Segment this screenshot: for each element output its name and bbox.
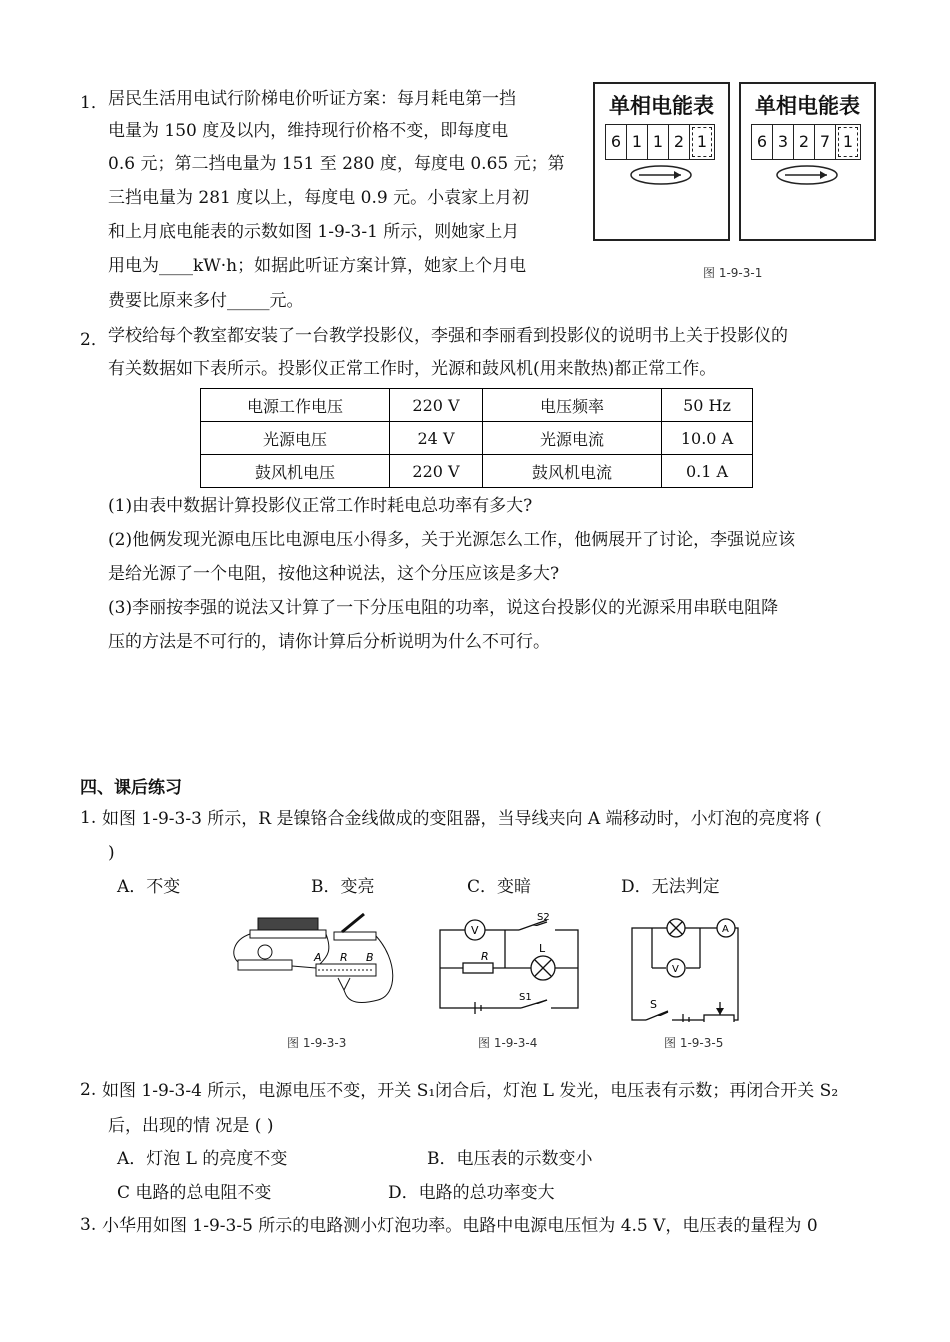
p2-line: 如图 1-9-3-4 所示，电源电压不变，开关 S₁闭合后，灯泡 L 发光，电压表有示数；再闭合开关 S₂ (102, 1081, 839, 1101)
table-row (201, 389, 753, 422)
q1-line: 居民生活用电试行阶梯电价听证方案：每月耗电第一挡 (108, 89, 516, 109)
meter-title: 单相电能表 (755, 94, 860, 118)
figure-rheostat-apparatus (228, 900, 408, 1025)
meter-title: 单相电能表 (609, 94, 714, 118)
q2-sub-question: (1)由表中数据计算投影仪正常工作时耗电总功率有多大? (108, 496, 533, 516)
p1-number: 1. (80, 808, 97, 828)
figure-caption: 图 1-9-3-1 (703, 266, 763, 280)
table-cell: 鼓风机电压 (201, 455, 390, 488)
q2-sub-question: 压的方法是不可行的，请你计算后分析说明为什么不可行。 (108, 632, 550, 652)
meter-digit: 6 (752, 125, 773, 159)
q1-line: 用电为____kW·h；如据此听证方案计算，她家上个月电 (108, 256, 527, 276)
q2-number: 2． (80, 330, 108, 350)
figure-caption: 图 1-9-3-5 (664, 1036, 724, 1050)
q1-line: 电量为 150 度及以内，维持现行价格不变，即每度电 (108, 121, 509, 141)
label-s1: S1 (519, 992, 532, 1003)
q2-sub-question: (2)他俩发现光源电压比电源电压小得多，关于光源怎么工作，他俩展开了讨论，李强说应该 (108, 530, 796, 550)
meter-disk-icon (629, 164, 693, 186)
q1-line: 三挡电量为 281 度以上，每度电 0.9 元。小袁家上月初 (108, 188, 530, 208)
p1-line: ) (108, 843, 115, 863)
option-c: C 电路的总电阻不变 (117, 1183, 272, 1203)
table-cell: 电源工作电压 (201, 389, 390, 422)
table-cell: 电压频率 (483, 389, 662, 422)
meter-digit-decimal: 1 (692, 127, 712, 157)
table-row (201, 422, 753, 455)
p3-number: 3. (80, 1215, 97, 1235)
option-a: A．不变 (117, 877, 181, 897)
label-r: R (340, 951, 348, 964)
figure-circuit-1-9-3-5 (628, 912, 743, 1022)
q1-line: 和上月底电能表的示数如图 1-9-3-1 所示，则她家上月 (108, 222, 520, 242)
option-d: D．电路的总功率变大 (388, 1183, 555, 1203)
p1-line: 如图 1-9-3-3 所示，R 是镍铬合金线做成的变阻器，当导线夹向 A 端移动时，小灯泡的亮度将 ( (102, 809, 822, 829)
q1-number: 1． (80, 93, 108, 113)
energy-meter-before (593, 82, 730, 241)
meter-digit: 2 (669, 125, 690, 159)
section-title: 四、课后练习 (80, 778, 182, 798)
meter-digit: 1 (648, 125, 669, 159)
table-cell: 光源电流 (483, 422, 662, 455)
meter-digit: 1 (627, 125, 648, 159)
p3-line: 小华用如图 1-9-3-5 所示的电路测小灯泡功率。电路中电源电压恒为 4.5 V，电压表的量程为 0 (102, 1216, 818, 1236)
meter-disk-icon (775, 164, 839, 186)
q1-line: 费要比原来多付_____元。 (108, 291, 304, 311)
q2-sub-question: (3)李丽按李强的说法又计算了一下分压电阻的功率，说这台投影仪的光源采用串联电阻降 (108, 598, 779, 618)
q2-line: 有关数据如下表所示。投影仪正常工作时，光源和鼓风机(用来散热)都正常工作。 (108, 359, 717, 379)
meter-digit-decimal: 1 (838, 127, 858, 157)
q2-sub-question: 是给光源了一个电阻，按他这种说法，这个分压应该是多大? (108, 564, 560, 584)
label-r: R (481, 950, 489, 963)
meter-digit: 6 (606, 125, 627, 159)
meter-digit: 3 (773, 125, 794, 159)
p2-number: 2. (80, 1080, 97, 1100)
label-a: A (722, 924, 729, 935)
option-b: B．电压表的示数变小 (427, 1149, 593, 1169)
table-cell: 10.0 A (662, 422, 753, 455)
label-s2: S2 (537, 912, 550, 923)
meter-digit: 7 (815, 125, 836, 159)
label-s: S (650, 998, 657, 1011)
table-row (201, 455, 753, 488)
figure-caption: 图 1-9-3-3 (287, 1036, 347, 1050)
table-cell: 220 V (390, 455, 483, 488)
option-d: D．无法判定 (621, 877, 720, 897)
figure-circuit-1-9-3-4 (435, 908, 585, 1018)
meter-digits (605, 124, 715, 160)
label-b: B (366, 951, 374, 964)
projector-spec-table (200, 388, 753, 488)
option-c: C．变暗 (467, 877, 532, 897)
label-v: V (471, 924, 479, 937)
meter-digit: 2 (794, 125, 815, 159)
label-l: L (539, 942, 546, 955)
table-cell: 50 Hz (662, 389, 753, 422)
p2-line: 后，出现的情 况是 ( ) (108, 1116, 274, 1136)
q1-line: 0.6 元；第二挡电量为 151 至 280 度，每度电 0.65 元；第 (108, 154, 565, 174)
meter-digits (751, 124, 861, 160)
label-a: A (314, 951, 322, 964)
label-v: V (672, 964, 679, 975)
table-cell: 24 V (390, 422, 483, 455)
table-cell: 0.1 A (662, 455, 753, 488)
q2-line: 学校给每个教室都安装了一台教学投影仪，李强和李丽看到投影仪的说明书上关于投影仪的 (108, 326, 788, 346)
figure-caption: 图 1-9-3-4 (478, 1036, 538, 1050)
option-a: A．灯泡 L 的亮度不变 (117, 1149, 288, 1169)
energy-meter-after (739, 82, 876, 241)
table-cell: 光源电压 (201, 422, 390, 455)
table-cell: 鼓风机电流 (483, 455, 662, 488)
table-cell: 220 V (390, 389, 483, 422)
option-b: B．变亮 (311, 877, 375, 897)
